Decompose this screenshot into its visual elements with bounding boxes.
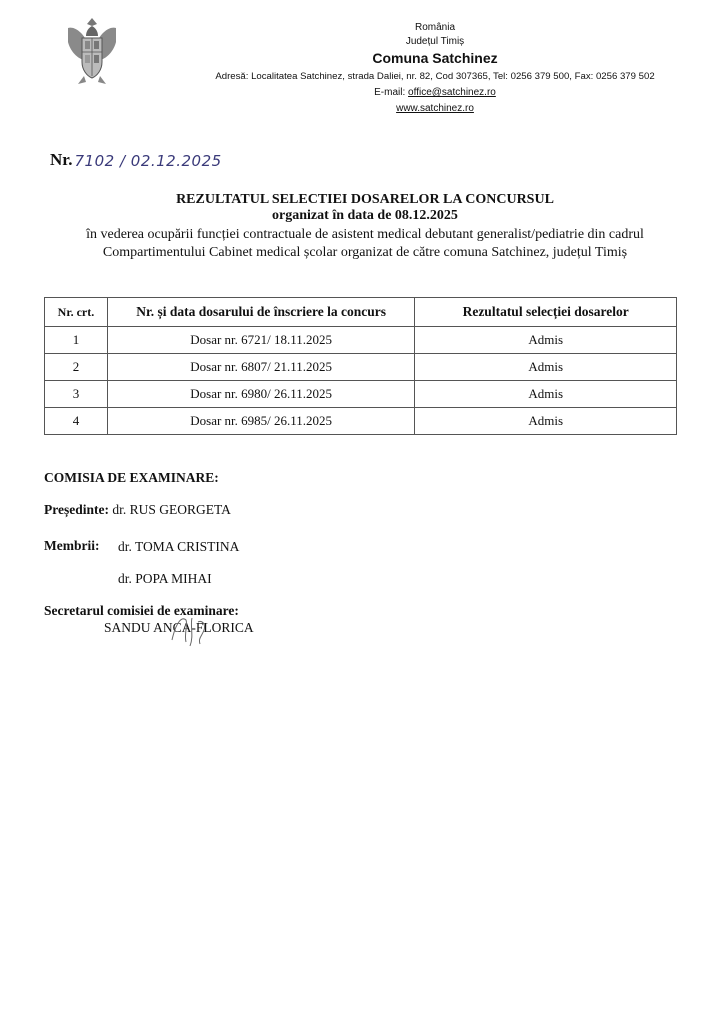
table-row xyxy=(45,408,677,435)
cell-rezultat: Admis xyxy=(415,408,677,435)
commission-heading: COMISIA DE EXAMINARE: xyxy=(44,470,219,485)
cell-nr: 4 xyxy=(45,408,108,435)
coat-of-arms-icon xyxy=(64,14,120,88)
registration-label: Nr. xyxy=(50,150,73,169)
registration-number xyxy=(50,144,222,170)
cell-dosar: Dosar nr. 6980/ 26.11.2025 xyxy=(107,381,414,408)
member-2-name: dr. POPA MIHAI xyxy=(118,571,212,586)
cell-rezultat: Admis xyxy=(415,354,677,381)
secretary-name: SANDU ANCA-FLORICA xyxy=(104,620,254,635)
header-address: Adresă: Localitatea Satchinez, strada Daliei, nr. 82, Cod 307365, Tel: 0256 379 500, Fax: 0256 379 502 xyxy=(215,71,655,82)
cell-nr: 1 xyxy=(45,327,108,354)
registration-handwritten: 7102 / 02.12.2025 xyxy=(74,152,222,170)
header-commune: Comuna Satchinez xyxy=(372,50,498,66)
email-link[interactable]: office@satchinez.ro xyxy=(408,87,496,98)
column-header-rezultat: Rezultatul selecției dosarelor xyxy=(415,298,677,327)
header-email-line xyxy=(180,86,690,99)
document-description-line2: Compartimentului Cabinet medical școlar organizat de către comuna Satchinez, județul Timiș xyxy=(102,245,628,260)
website-link[interactable]: www.satchinez.ro xyxy=(396,103,474,114)
president-label: Președinte: xyxy=(44,502,109,517)
table-row xyxy=(45,354,677,381)
cell-nr: 3 xyxy=(45,381,108,408)
cell-rezultat: Admis xyxy=(415,327,677,354)
document-subtitle-date: organizat în data de 08.12.2025 xyxy=(272,208,458,223)
header-website-line xyxy=(180,102,690,115)
document-description-line1: în vederea ocupării funcției contractuale de asistent medical debutant generalist/pediatrie din cadrul xyxy=(86,227,644,242)
email-label: E-mail: xyxy=(374,87,409,98)
header-country: România xyxy=(414,22,456,33)
document-title: REZULTATUL SELECTIEI DOSARELOR LA CONCURSUL xyxy=(176,192,554,207)
member-1-name: dr. TOMA CRISTINA xyxy=(118,539,240,554)
signature-icon xyxy=(168,612,218,648)
members-label: Membrii: xyxy=(44,538,100,553)
cell-nr: 2 xyxy=(45,354,108,381)
results-table xyxy=(44,297,677,435)
president-name: dr. RUS GEORGETA xyxy=(112,502,231,517)
table-row xyxy=(45,381,677,408)
president-line xyxy=(44,502,231,518)
table-header-row xyxy=(45,298,677,327)
header-county: Județul Timiș xyxy=(405,36,465,47)
secretary-label: Secretarul comisiei de examinare: xyxy=(44,603,239,618)
cell-dosar: Dosar nr. 6807/ 21.11.2025 xyxy=(107,354,414,381)
cell-rezultat: Admis xyxy=(415,381,677,408)
column-header-nr: Nr. crt. xyxy=(45,298,108,327)
table-row xyxy=(45,327,677,354)
cell-dosar: Dosar nr. 6721/ 18.11.2025 xyxy=(107,327,414,354)
cell-dosar: Dosar nr. 6985/ 26.11.2025 xyxy=(107,408,414,435)
column-header-dosar: Nr. și data dosarului de înscriere la concurs xyxy=(107,298,414,327)
